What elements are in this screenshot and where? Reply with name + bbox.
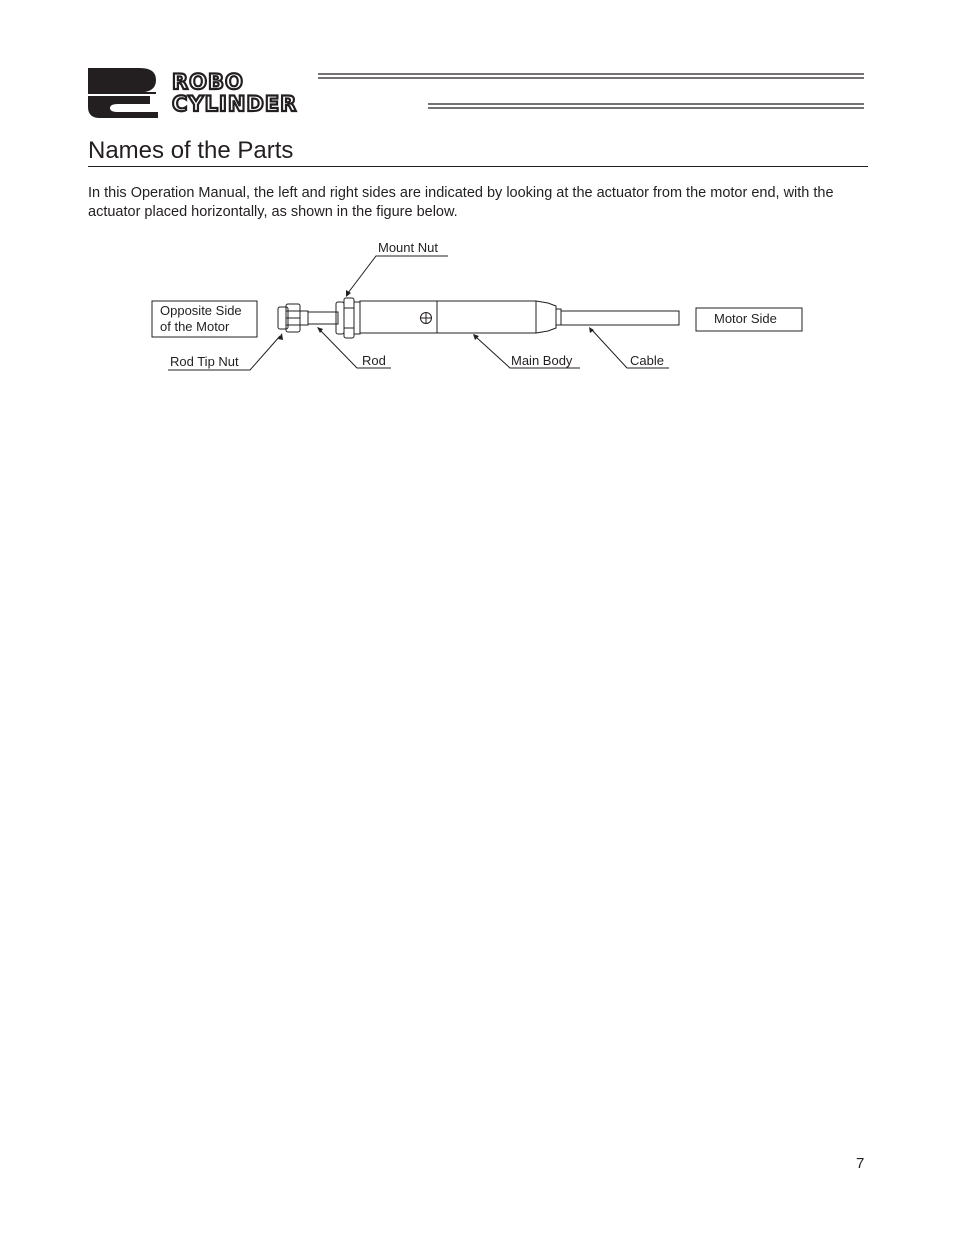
rod-tip-nut-label: Rod Tip Nut bbox=[170, 354, 239, 369]
logo-wordmark bbox=[172, 70, 297, 116]
main-body-label: Main Body bbox=[511, 353, 573, 368]
parts-diagram bbox=[0, 230, 954, 390]
header-rules bbox=[318, 74, 864, 108]
mount-nut-shape bbox=[336, 298, 360, 338]
motor-side-label: Motor Side bbox=[714, 311, 777, 326]
cable-arrow bbox=[589, 327, 594, 333]
rod-label: Rod bbox=[362, 353, 386, 368]
svg-text:CYLINDER: CYLINDER bbox=[172, 92, 298, 116]
opposite-side-label-line2: of the Motor bbox=[160, 319, 230, 334]
rod-shape bbox=[308, 312, 338, 324]
mount-nut-arrow bbox=[346, 290, 351, 297]
mount-nut-leader bbox=[348, 256, 448, 293]
intro-paragraph: In this Operation Manual, the left and right sides are indicated by looking at the actuator from the motor end, with the actuator placed horizontally, as shown in the figure below. bbox=[88, 185, 834, 220]
svg-text:ROBO: ROBO bbox=[172, 70, 244, 94]
page-number: 7 bbox=[856, 1155, 865, 1172]
cable-shape bbox=[561, 311, 679, 325]
page-title: Names of the Parts bbox=[88, 137, 294, 164]
rod-tip-nut-arrow bbox=[278, 333, 283, 340]
mount-nut-label: Mount Nut bbox=[378, 240, 438, 255]
cable-label: Cable bbox=[630, 353, 664, 368]
rc-logo-mark bbox=[88, 68, 158, 118]
main-body-shape bbox=[360, 301, 561, 333]
robo-cylinder-logo bbox=[0, 0, 954, 130]
rod-tip-nut-shape bbox=[278, 304, 308, 332]
title-divider bbox=[88, 166, 868, 167]
opposite-side-label-line1: Opposite Side bbox=[160, 303, 242, 318]
